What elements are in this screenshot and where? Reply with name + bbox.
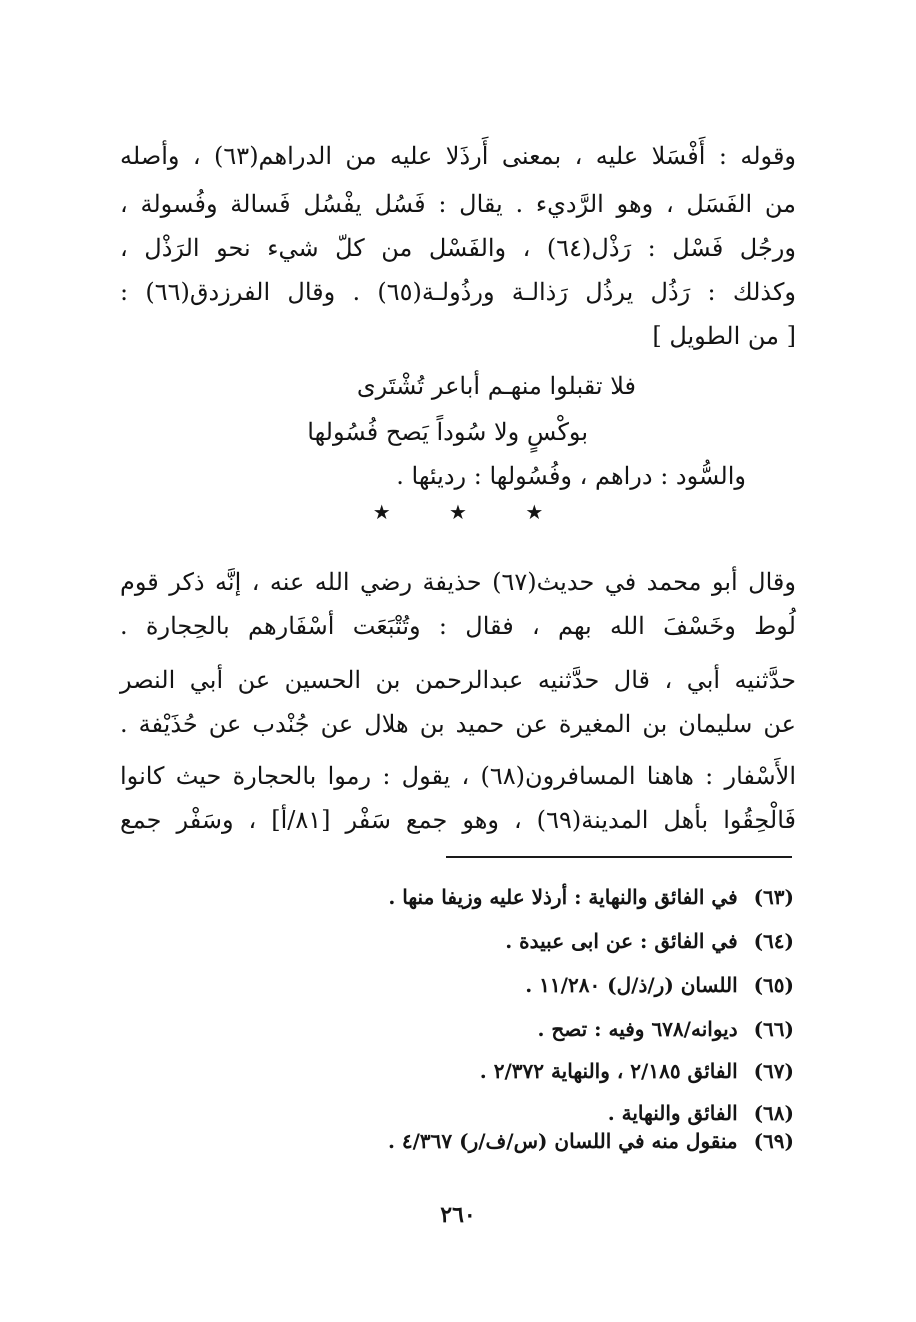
footnote-number: (٦٤) — [753, 929, 794, 953]
footnote-68 — [608, 1098, 794, 1128]
footnote-67 — [480, 1056, 794, 1086]
footnote-text: في الفائق : عن ابى عبيدة . — [505, 929, 738, 953]
footnote-number: (٦٦) — [753, 1017, 794, 1041]
footnote-text: الفائق ٢/١٨٥ ، والنهاية ٢/٣٧٢ . — [479, 1059, 738, 1083]
footnote-65 — [525, 970, 794, 1000]
poem-hemistich-2: بوكْسٍ ولا سُوداً يَصح فُسُولها — [307, 418, 588, 446]
body-line-1: وقوله : أَفْسَلا عليه ، بمعنى أَرذَلا عليه من الدراهم(٦٣) ، وأصله — [120, 142, 797, 170]
footnote-text: ديوانه/٦٧٨ وفيه : تصح . — [537, 1017, 738, 1041]
page-number: ٢٦٠ — [440, 1202, 476, 1228]
footnote-number: (٦٣) — [753, 885, 794, 909]
section3-line-2: فَالْحِقُوا بأهل المدينة(٦٩) ، وهو جمع سَفْر [٨١/أ] ، وسَفْر جمع — [120, 806, 797, 834]
footnote-text: في الفائق والنهاية : أرذلا عليه وزيفا منها . — [388, 885, 738, 909]
footnote-number: (٦٩) — [753, 1129, 794, 1153]
footnote-69 — [388, 1126, 794, 1156]
footnote-number: (٦٧) — [753, 1059, 794, 1083]
footnote-63 — [388, 882, 794, 912]
body-line-4: وكذلك : رَذُل يرذُل رَذالـة ورذُولـة(٦٥) . وقال الفرزدق(٦٦) : — [120, 278, 796, 306]
footnote-text: اللسان (ر/ذ/ل) ١١/٢٨٠ . — [525, 973, 738, 997]
poem-hemistich-1: فلا تقبلوا منهـم أباعر تُشْتَرى — [356, 372, 636, 400]
section3-line-1: الأَسْفار : هاهنا المسافرون(٦٨) ، يقول : رموا بالحجارة حيث كانوا — [120, 762, 796, 790]
footnote-text: الفائق والنهاية . — [607, 1101, 738, 1125]
star-icon: ★ — [372, 500, 391, 524]
meter-label: [ من الطويل ] — [652, 322, 796, 350]
star-icon: ★ — [449, 500, 467, 524]
footnote-divider — [446, 856, 792, 858]
body-line-2: من الفَسَل ، وهو الرَّديء . يقال : فَسُل يفْسُل فَسالة وفُسولة ، — [120, 190, 796, 218]
footnote-number: (٦٨) — [753, 1101, 794, 1125]
isnad-line-2: عن سليمان بن المغيرة عن حميد بن هلال عن جُنْدب عن حُذَيْفة . — [120, 710, 796, 738]
body-line-3: ورجُل فَسْل : رَذْل(٦٤) ، والفَسْل من كلّ شيء نحو الرَذْل ، — [120, 234, 796, 262]
section2-line-2: لُوط وخَسْفَ الله بهم ، فقال : وتُتْبَعَت أسْفَارهم بالحِجارة . — [120, 612, 796, 640]
section-separator — [0, 500, 916, 524]
section2-line-1: وقال أبو محمد في حديث(٦٧) حذيفة رضي الله عنه ، إنَّه ذكر قوم — [120, 568, 796, 596]
footnote-text: منقول منه في اللسان (س/ف/ر) ٤/٣٦٧ . — [387, 1129, 738, 1153]
star-icon: ★ — [525, 500, 544, 524]
footnote-number: (٦٥) — [753, 973, 794, 997]
footnote-66 — [537, 1014, 794, 1044]
isnad-line-1: حدَّثنيه أبي ، قال حدَّثنيه عبدالرحمن بن الحسين عن أبي النصر — [120, 666, 796, 694]
poem-gloss: والسُّود : دراهم ، وفُسُولها : رديئها . — [396, 462, 746, 490]
footnote-64 — [505, 926, 794, 956]
